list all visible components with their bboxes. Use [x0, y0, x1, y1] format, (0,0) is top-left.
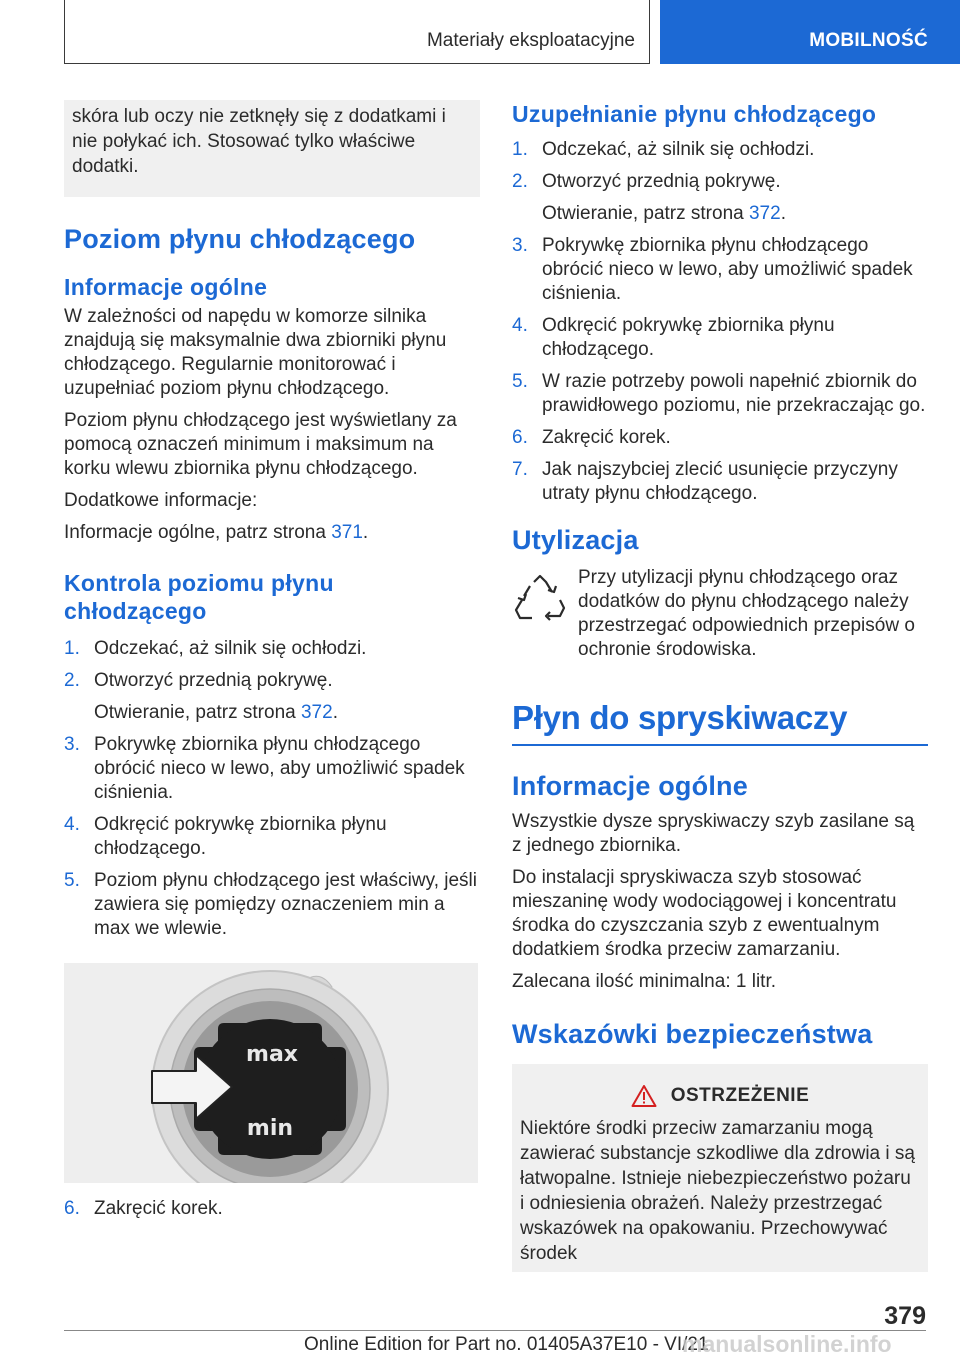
check-steps-list — [64, 637, 480, 941]
coolant-level-heading: Poziom płynu chłodzącego — [64, 224, 416, 254]
general-info-paragraph-1: W zależności od napędu w komorze silnika znajdują się maksymalnie dwa zbiorniki płynu chłodzącego. Regularnie monitorować i uzupełniać poziom płynu chłodzącego. — [64, 306, 447, 399]
list-item: 7. Jak najszybciej zlecić usunięcie przyczyny utraty płynu chłodzącego. — [512, 459, 898, 504]
washer-general-heading: Informacje ogólne — [512, 771, 748, 801]
max-label: max — [246, 1042, 298, 1067]
list-item: 1. Odczekać, aż silnik się ochłodzi. — [512, 139, 815, 160]
header-section-title: Materiały eksploatacyjne — [426, 30, 635, 51]
disposal-text: Przy utylizacji płynu chłodzącego oraz dodatków do płynu chłodzącego należy przestrzegać odpowiednich przepisów o ochronie środowiska. — [578, 567, 915, 660]
general-info-paragraph-3: Dodatkowe informacje: — [64, 490, 258, 511]
fill-coolant-heading: Uzupełnianie płynu chłodzącego — [512, 101, 877, 127]
list-item: 4. Odkręcić pokrywkę zbiornika płynu chłodzącego. — [512, 315, 835, 360]
footer-edition: Online Edition for Part no. 01405A37E10 - VI/21 — [304, 1334, 709, 1355]
washer-paragraph-1: Wszystkie dysze spryskiwaczy szyb zasilane są z jednego zbiornika. — [512, 811, 915, 856]
warning-title: OSTRZEŻENIE — [670, 1085, 810, 1106]
general-info-reference: Informacje ogólne, patrz strona 371. — [64, 522, 369, 543]
page-link-372[interactable]: 372 — [300, 702, 333, 723]
list-item: 5. Poziom płynu chłodzącego jest właściwy, jeśli zawiera się pomiędzy oznaczeniem min a max we wlewie. — [64, 870, 477, 939]
general-info-heading: Informacje ogólne — [64, 274, 268, 300]
list-item: 5. W razie potrzeby powoli napełnić zbiornik do prawidłowego poziomu, nie przekraczając go. — [512, 371, 926, 416]
disposal-block — [512, 566, 928, 662]
list-item: 3. Pokrywkę zbiornika płynu chłodzącego obrócić nieco w lewo, aby umożliwić spadek ciśnienia. — [512, 235, 913, 304]
check-steps-list-continued — [64, 1197, 480, 1221]
header-chapter-title: MOBILNOŚĆ — [809, 30, 928, 51]
header-chapter-tab — [660, 0, 960, 64]
header-section-tab — [64, 0, 650, 64]
note-box: skóra lub oczy nie zetknęły się z dodatkami i nie połykać ich. Stosować tylko właściwe dodatki. — [64, 100, 480, 197]
list-item: 1. Odczekać, aż silnik się ochłodzi. — [64, 638, 367, 659]
disposal-heading: Utylizacja — [512, 525, 639, 555]
list-item: 2. Otworzyć przednią pokrywę. Otwieranie, patrz strona 372. — [64, 670, 338, 723]
page-number: 379 — [884, 1302, 926, 1330]
min-label: min — [246, 1116, 294, 1141]
washer-paragraph-2: Do instalacji spryskiwacza szyb stosować mieszaninę wody wodociągowej i koncentratu środka do czyszczania szyb z ewentualnym dodatkiem środka przeciw zamarzaniu. — [512, 867, 897, 960]
warning-triangle-icon — [631, 1084, 657, 1108]
safety-heading: Wskazówki bezpieczeństwa — [512, 1019, 873, 1049]
coolant-cap-image — [64, 963, 478, 1183]
right-column — [512, 100, 928, 1272]
warning-box — [512, 1064, 928, 1272]
check-level-heading: Kontrola poziomu płynu chłodzącego — [64, 570, 334, 624]
list-item: 3. Pokrywkę zbiornika płynu chłodzącego obrócić nieco w lewo, aby umożliwić spadek ciśnienia. — [64, 734, 465, 803]
watermark-logo: manualsonline.info — [682, 1331, 892, 1357]
list-item: 6. Zakręcić korek. — [512, 427, 671, 448]
warning-text: Niektóre środki przeciw zamarzaniu mogą zawierać substancje szkodliwe dla zdrowia i są łatwopalne. Istnieje niebezpieczeństwo pożaru i odniesienia obrażeń. Należy przestrzegać wskazówek na opakowaniu. Przechowywać środek — [520, 1118, 915, 1264]
warning-header — [520, 1084, 920, 1108]
washer-paragraph-3: Zalecana ilość minimalna: 1 litr. — [512, 971, 776, 992]
page-link-371[interactable]: 371 — [331, 522, 363, 543]
general-info-paragraph-2: Poziom płynu chłodzącego jest wyświetlany za pomocą oznaczeń minimum i maksimum na korku wlewu zbiornika płynu chłodzącego. — [64, 410, 457, 479]
reference-text: Informacje ogólne, patrz strona — [64, 522, 332, 543]
list-item: 4. Odkręcić pokrywkę zbiornika płynu chłodzącego. — [64, 814, 387, 859]
washer-fluid-heading: Płyn do spryskiwaczy — [512, 698, 928, 746]
left-column — [64, 100, 480, 1231]
list-item: 2. Otworzyć przednią pokrywę. Otwieranie, patrz strona 372. — [512, 171, 786, 224]
fill-steps-list — [512, 138, 928, 506]
list-item: 6. Zakręcić korek. — [64, 1198, 223, 1219]
page-link-372[interactable]: 372 — [748, 203, 781, 224]
recycle-icon — [512, 572, 568, 628]
coolant-cap-illustration — [64, 963, 478, 1183]
